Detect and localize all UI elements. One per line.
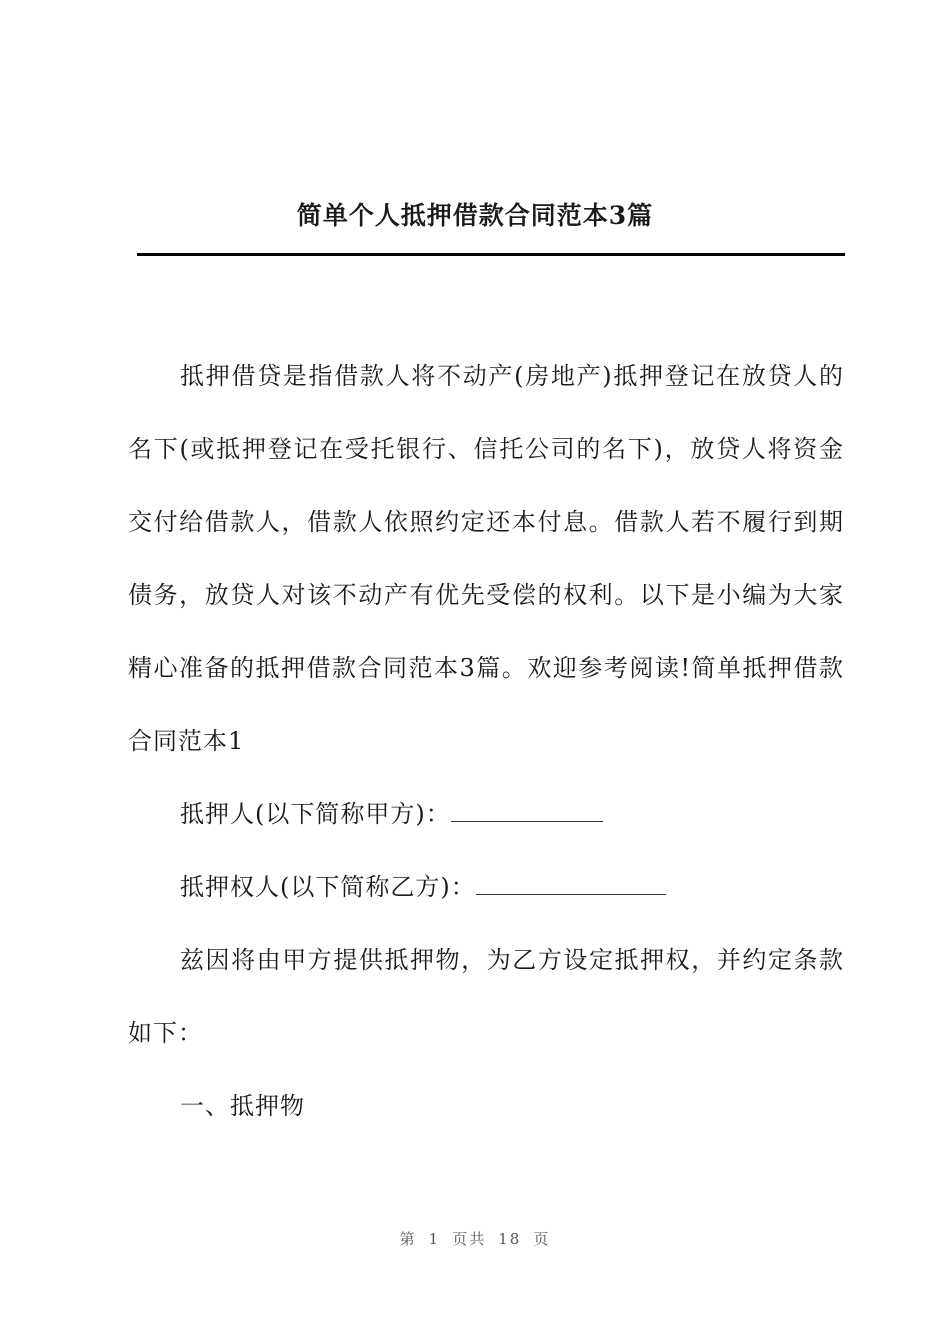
mortgagee-line <box>128 851 844 924</box>
mortgagor-label: 抵押人(以下简称甲方)： <box>180 800 451 828</box>
mortgagee-blank <box>476 869 666 895</box>
page-footer <box>0 1228 950 1249</box>
title-underline <box>137 253 845 256</box>
intro-paragraph: 抵押借贷是指借款人将不动产(房地产)抵押登记在放贷人的名下(或抵押登记在受托银行、信托公司的名下)，放贷人将资金交付给借款人，借款人依照约定还本付息。借款人若不履行到期债务，放贷人对该不动产有优先受偿的权利。以下是小编为大家精心准备的抵押借款合同范本3篇。欢迎参考阅读!简单抵押借款合同范本1 <box>128 362 844 755</box>
document-body <box>128 340 844 1143</box>
document-title: 简单个人抵押借款合同范本3篇 <box>296 201 654 230</box>
mortgagee-label: 抵押权人(以下简称乙方)： <box>180 873 476 901</box>
mortgagor-blank <box>451 796 603 822</box>
section-heading-collateral: 一、抵押物 <box>180 1092 305 1120</box>
footer-mid: 页共 <box>452 1230 487 1248</box>
footer-prefix: 第 <box>399 1230 417 1248</box>
footer-current-page: 1 <box>428 1230 441 1248</box>
agreement-paragraph: 兹因将由甲方提供抵押物，为乙方设定抵押权，并约定条款如下： <box>128 946 844 1047</box>
footer-total-pages: 18 <box>498 1230 522 1248</box>
footer-suffix: 页 <box>533 1230 551 1248</box>
mortgagor-line <box>128 778 844 851</box>
